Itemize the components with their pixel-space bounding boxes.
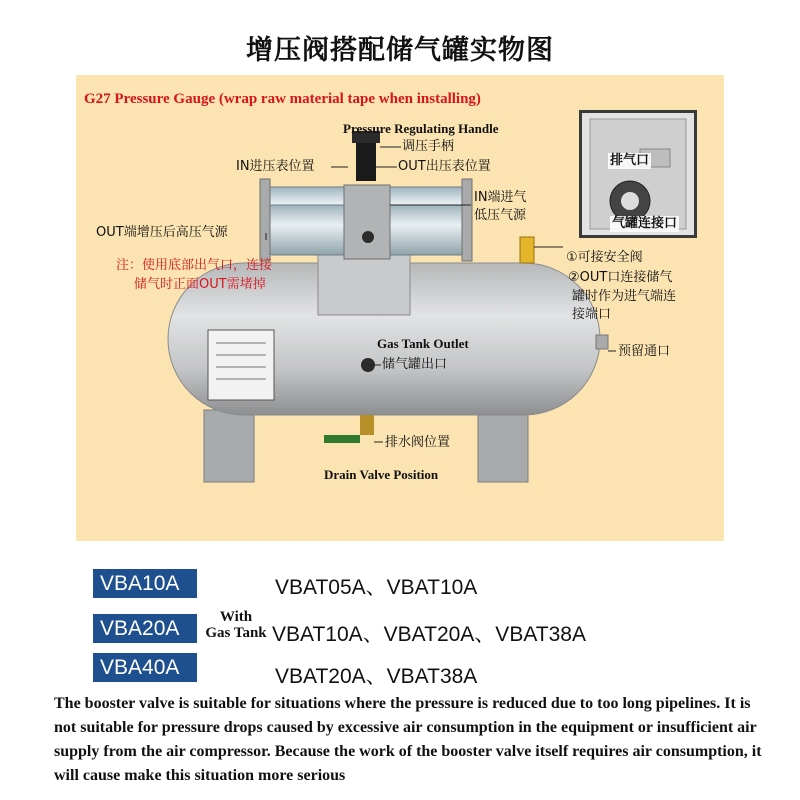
page-title: 增压阀搭配储气罐实物图: [246, 35, 554, 66]
model-badge-vba20a: VBA20A: [93, 614, 197, 643]
safety-valve-label: ①可接安全阀: [566, 250, 643, 265]
in-source-label-1: IN端进气: [474, 190, 527, 205]
reserved-port-label: 预留通口: [618, 344, 671, 359]
out-high-pressure-label: OUT端增压后高压气源: [96, 225, 228, 240]
product-photo: [76, 75, 724, 541]
port-detail-inset: [579, 110, 697, 238]
drain-valve-label-cn: 排水阀位置: [385, 435, 451, 450]
handle-label-en: Pressure Regulating Handle: [343, 121, 499, 136]
gas-outlet-label-en: Gas Tank Outlet: [377, 336, 469, 351]
out-port-label-3: 接端口: [572, 307, 612, 322]
model-tanks-vba40a: VBAT20A、VBAT38A: [275, 665, 478, 688]
with-label-line-2: Gas Tank: [205, 625, 267, 641]
description-text: The booster valve is suitable for situations where the pressure is reduced due to too long pipelines. It is not suitable for pressure drops caused by excessive air consumption in the equipment or insufficient air supply from the air compressor. Because the work of the booster valve itself requires air consumption, it will cause make this situation more serious: [54, 695, 762, 784]
inset-connect-label: 气罐连接口: [612, 216, 678, 231]
in-source-label-2: 低压气源: [474, 208, 527, 223]
gas-outlet-label-cn: 储气罐出口: [382, 357, 448, 372]
model-tanks-vba20a: VBAT10A、VBAT20A、VBAT38A: [272, 623, 586, 646]
with-gas-tank-label: [196, 609, 276, 641]
in-gauge-label: IN进压表位置: [236, 159, 315, 174]
handle-label-cn: 调压手柄: [402, 139, 455, 154]
note-line-1: 注：使用底部出气口，连接: [116, 258, 273, 273]
with-label-line-1: With: [219, 609, 253, 625]
drain-valve-label-en: Drain Valve Position: [324, 467, 439, 482]
model-tanks-vba10a: VBAT05A、VBAT10A: [275, 576, 478, 599]
model-badge-vba40a: VBA40A: [93, 653, 197, 682]
out-port-label-1: ②OUT口连接储气: [568, 270, 673, 285]
model-badge-vba10a: VBA10A: [93, 569, 197, 598]
out-gauge-label: OUT出压表位置: [398, 159, 491, 174]
out-port-label-2: 罐时作为进气端连: [572, 289, 677, 304]
note-line-2: 储气时正面OUT需堵掉: [134, 277, 266, 292]
inset-exhaust-label: 排气口: [610, 153, 650, 168]
g27-gauge-label: G27 Pressure Gauge (wrap raw material tape when installing): [84, 91, 481, 107]
